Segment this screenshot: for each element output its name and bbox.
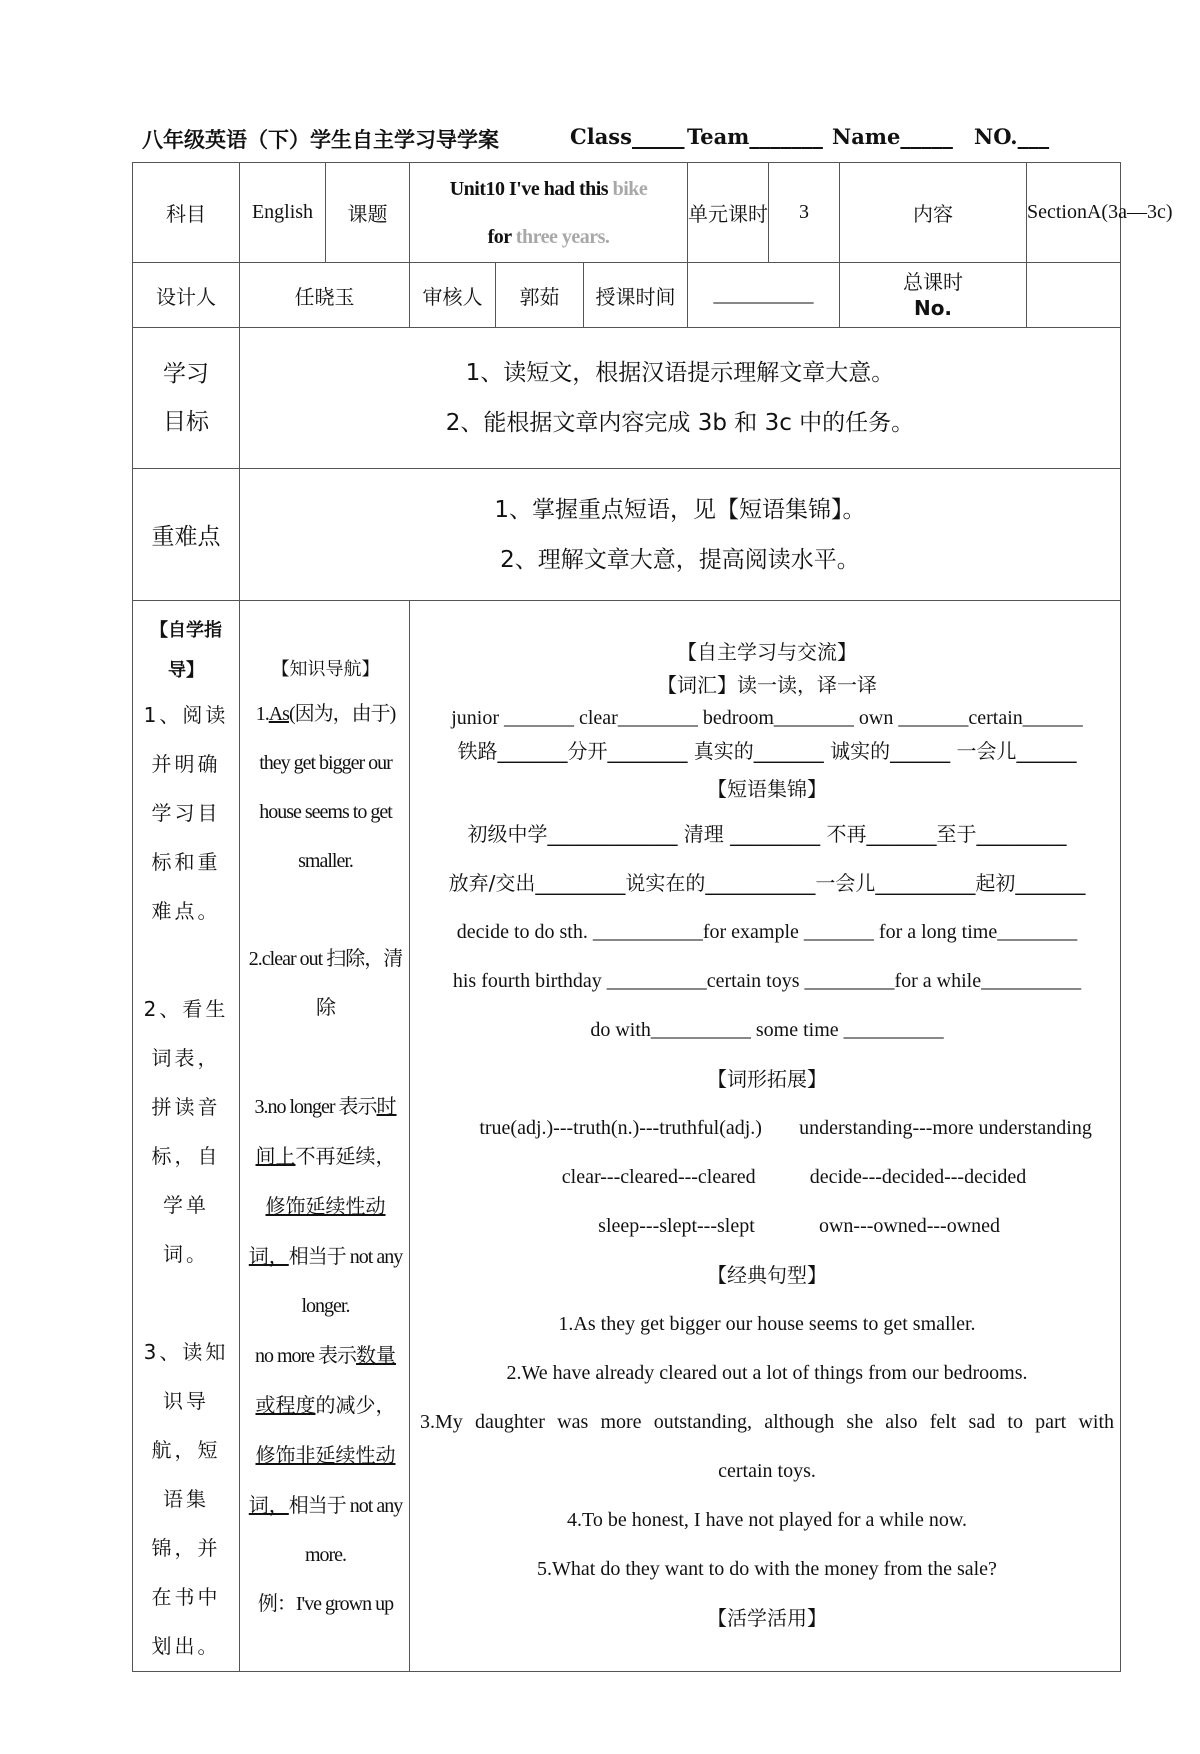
self-study-exchange (410, 601, 1121, 1672)
knowledge-nav (240, 601, 410, 1672)
kp4-u1: 数量或程度 (255, 1342, 397, 1417)
sentence-4: 4.To be honest, I have not played for a while now. (567, 1508, 967, 1531)
forms-1b: understanding---more understanding (799, 1116, 1092, 1139)
key-point-1: 1、掌握重点短语，见【短语集锦】。 (494, 496, 866, 523)
knowledge-heading: 【知识导航】 (271, 658, 380, 680)
self-study-guide (133, 601, 240, 1672)
kp4-a: no more 表示 (254, 1344, 357, 1367)
kp4-c: 相当于 not any more. (288, 1494, 403, 1566)
content-label: 内容 (840, 163, 1027, 263)
designer-label: 设计人 (133, 263, 240, 328)
forms-heading: 【词形拓展】 (707, 1066, 827, 1091)
total-period-value (1027, 263, 1121, 328)
goals-label (133, 328, 240, 469)
teach-time-label: 授课时间 (584, 263, 688, 328)
phrase-heading: 【短语集锦】 (707, 776, 827, 801)
page-header (142, 124, 1082, 154)
content-value (1027, 163, 1173, 263)
key-points-label: 重难点 (133, 469, 240, 601)
key-point-2: 2、理解文章大意，提高阅读水平。 (500, 546, 860, 573)
forms-line-1 (420, 1104, 1114, 1153)
knowledge-point-2: 2.clear out 扫除，清除 (248, 947, 403, 1019)
total-period-label (840, 263, 1027, 328)
topic-line2: for (487, 225, 512, 248)
phrase-line-5: do with__________ some time __________ (590, 1018, 944, 1041)
kp3-u2: 修饰延续性动词， (248, 1193, 386, 1268)
unit-period-value: 3 (769, 163, 840, 263)
sentence-1: 1.As they get bigger our house seems to get smaller. (558, 1312, 976, 1335)
guide-step-2: 2、看生词表，拼读音标，自学单词。 (143, 997, 229, 1266)
forms-line-3 (420, 1202, 1114, 1251)
forms-1a: true(adj.)---truth(n.)---truthful(adj.) (479, 1116, 762, 1139)
phrase-line-3: decide to do sth. ___________for example _______ for a long time________ (456, 920, 1078, 943)
kp1-as: As (268, 702, 289, 725)
goal-item-1: 1、读短文，根据汉语提示理解文章大意。 (465, 360, 895, 386)
topic-line2-faded: three years. (515, 225, 610, 248)
sentences-heading: 【经典句型】 (707, 1262, 827, 1287)
total-period-no: No. (913, 296, 953, 320)
topic-value (410, 163, 688, 263)
forms-3b: own---owned---owned (818, 1214, 1001, 1237)
goals-label-line1: 学习 (163, 361, 209, 387)
forms-2b: decide---decided---decided (809, 1165, 1027, 1188)
forms-3a: sleep---slept---slept (598, 1214, 755, 1237)
worksheet-table (132, 162, 1173, 1672)
phrase-line-2: 放弃/交出_________说实在的___________一会儿__________起初_______ (448, 870, 1086, 895)
guide-heading: 【自学指导】 (150, 620, 222, 681)
sentence-3-cont: certain toys. (718, 1459, 816, 1482)
reviewer-label: 审核人 (410, 263, 496, 328)
phrase-line-4: his fourth birthday __________certain toys _________for a while__________ (452, 969, 1082, 992)
subject-label: 科目 (133, 163, 240, 263)
kp1-text: (因为，由于) they get bigger our house seems to get smaller. (259, 702, 396, 872)
knowledge-point-5: 例：I've grown up (257, 1592, 394, 1615)
forms-line-2 (420, 1153, 1114, 1202)
sentence-3: 3.My daughter was more outstanding, although she also felt sad to part with (420, 1410, 1114, 1433)
vocab-heading: 【词汇】读一读，译一译 (657, 672, 877, 697)
sentence-5: 5.What do they want to do with the money from the sale? (537, 1557, 997, 1580)
kp1-num: 1. (255, 702, 269, 725)
subject-value: English (240, 163, 326, 263)
guide-step-3: 3、读知识导航，短语集锦，并在书中划出。 (143, 1340, 229, 1658)
name-field: Name_____ (832, 124, 953, 149)
kp4-b: 的减少， (315, 1392, 396, 1417)
class-field: Class_____ (570, 124, 685, 149)
goals-content (240, 328, 1121, 469)
team-field: Team_______ (687, 124, 823, 149)
kp3-a: 3.no longer 表示 (254, 1095, 377, 1118)
kp3-c: 相当于 not any longer. (288, 1245, 403, 1317)
knowledge-point-3 (248, 1082, 403, 1331)
number-field: NO.___ (974, 124, 1050, 149)
total-period-label-text: 总课时 (903, 270, 963, 294)
content-value-text: SectionA(3a—3c) (1027, 201, 1173, 223)
worksheet-title: 八年级英语（下）学生自主学习导学案 (142, 127, 499, 152)
topic-line1: Unit10 I've had this (449, 177, 609, 200)
guide-step-1: 1、阅读并明确学习目标和重难点。 (143, 703, 229, 923)
goals-label-line2: 目标 (163, 409, 209, 435)
vocab-line-1: junior _______ clear________ bedroom________ own _______certain______ (451, 706, 1083, 729)
goal-item-2: 2、能根据文章内容完成 3b 和 3c 中的任务。 (445, 410, 915, 436)
unit-period-label: 单元课时 (688, 163, 769, 263)
kp3-b: 不再延续， (295, 1143, 396, 1168)
apply-heading: 【活学活用】 (707, 1605, 827, 1630)
topic-line1-faded: bike (612, 177, 648, 200)
knowledge-point-1 (248, 690, 403, 886)
designer-value: 任晓玉 (240, 263, 410, 328)
key-points-content (240, 469, 1121, 601)
knowledge-point-4 (248, 1331, 403, 1580)
vocab-line-2: 铁路_______分开________ 真实的_______ 诚实的______ 一会儿______ (457, 738, 1077, 763)
sentence-2: 2.We have already cleared out a lot of things from our bedrooms. (506, 1361, 1028, 1384)
kp4-u2: 修饰非延续性动词， (248, 1442, 396, 1517)
teach-time-value: __________ (688, 263, 840, 328)
reviewer-value: 郭茹 (496, 263, 584, 328)
kp3-u1: 时间上 (255, 1093, 397, 1168)
study-heading: 【自主学习与交流】 (677, 639, 857, 664)
phrase-line-1: 初级中学_____________ 清理 _________ 不再_______至于_________ (467, 821, 1067, 846)
topic-label: 课题 (326, 163, 410, 263)
forms-2a: clear---cleared---cleared (561, 1165, 756, 1188)
